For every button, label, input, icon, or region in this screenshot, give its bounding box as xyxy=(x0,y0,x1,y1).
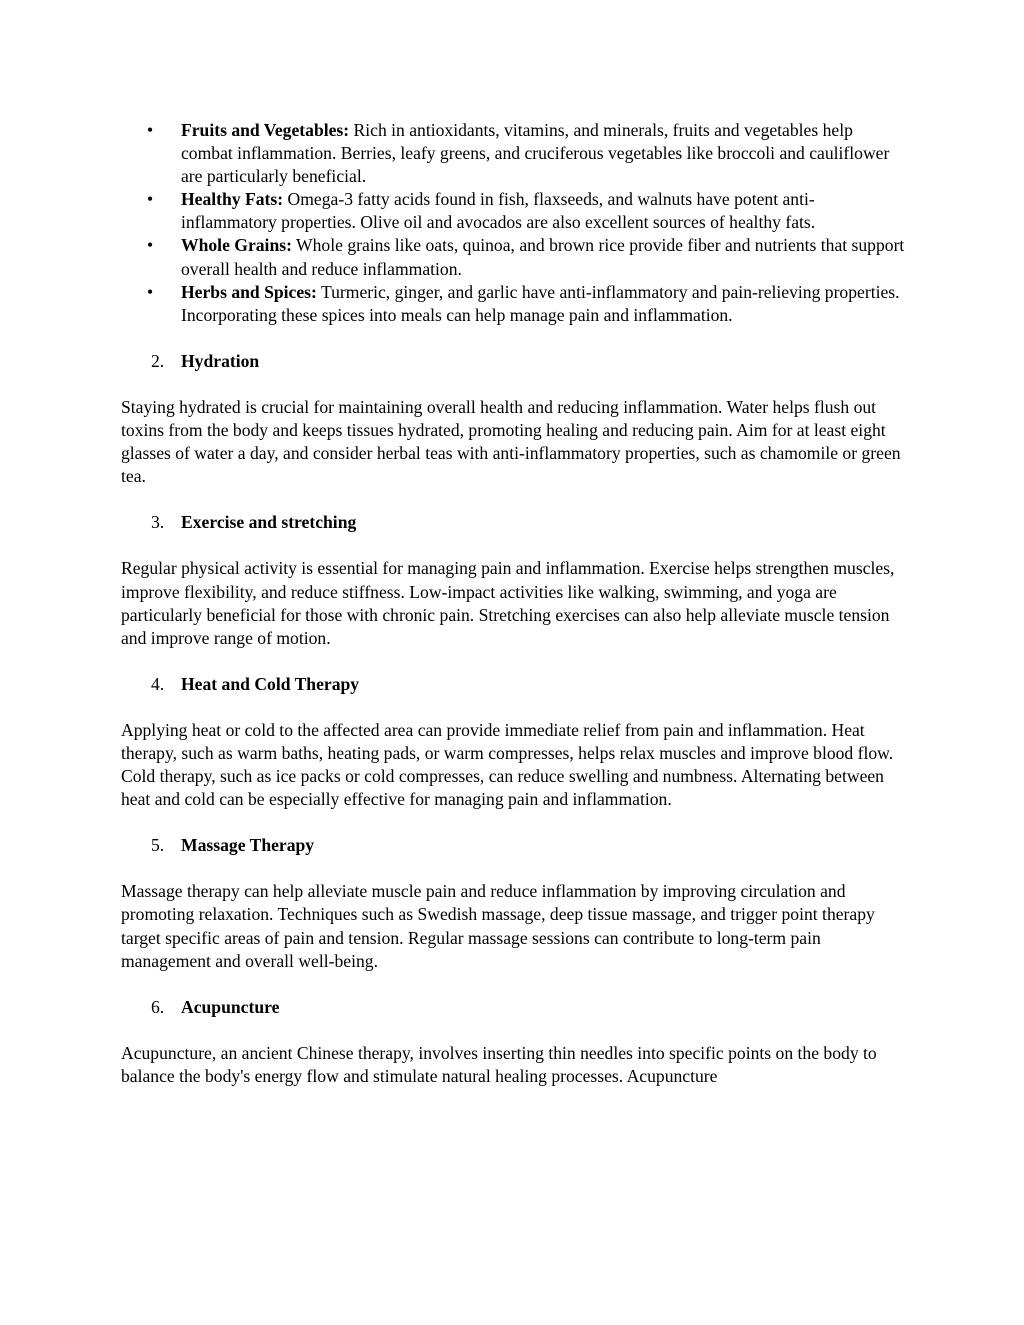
section-number: 4. xyxy=(151,673,165,694)
bullet-text: Omega-3 fatty acids found in fish, flaxseeds, and walnuts have potent anti-inflammatory properties. Olive oil and avocados are also excellent sources of healthy fats. xyxy=(181,189,816,233)
bullet-label: Whole Grains: xyxy=(181,235,292,256)
section-number: 6. xyxy=(151,996,165,1017)
food-bullet-list xyxy=(121,119,907,327)
section-heading-text: Hydration xyxy=(181,350,260,371)
section-body-exercise: Regular physical activity is essential for managing pain and inflammation. Exercise helps strengthen muscles, improve flexibility, and reduce stiffness. Low-impact activities like walking, swimming, and yoga are particularly beneficial for those with chronic pain. Stretching exercises can also help alleviate muscle tension and improve range of motion. xyxy=(121,558,895,648)
bullet-item-healthy-fats xyxy=(121,188,907,234)
bullet-label: Healthy Fats: xyxy=(181,189,284,210)
bullet-text: Rich in antioxidants, vitamins, and minerals, fruits and vegetables help combat inflammation. Berries, leafy greens, and cruciferous vegetables like broccoli and cauliflower are particularly beneficial. xyxy=(181,120,890,187)
section-heading-text: Exercise and stretching xyxy=(181,512,357,533)
section-number: 5. xyxy=(151,835,165,856)
section-heading-massage xyxy=(121,834,907,857)
section-body-hydration: Staying hydrated is crucial for maintaining overall health and reducing inflammation. Water helps flush out toxins from the body and keeps tissues hydrated, promoting healing and reducing pain. Aim for at least eight glasses of water a day, and consider herbal teas with anti-inflammatory properties, such as chamomile or green tea. xyxy=(121,396,901,487)
section-heading-acupuncture xyxy=(121,996,907,1019)
bullet-icon: • xyxy=(147,120,154,140)
bullet-item-fruits-vegetables xyxy=(121,119,907,188)
bullet-icon: • xyxy=(147,235,154,256)
bullet-label: Fruits and Vegetables: xyxy=(181,120,350,140)
bullet-text: Whole grains like oats, quinoa, and brown rice provide fiber and nutrients that support overall health and reduce inflammation. xyxy=(181,235,905,279)
section-heading-text: Acupuncture xyxy=(181,996,280,1017)
section-heading-exercise xyxy=(121,511,907,534)
section-heading-text: Heat and Cold Therapy xyxy=(181,673,360,694)
section-heading-hydration xyxy=(121,350,907,373)
bullet-item-herbs-spices xyxy=(121,281,907,327)
section-number: 2. xyxy=(151,350,165,371)
section-heading-text: Massage Therapy xyxy=(181,835,315,856)
section-body-acupuncture: Acupuncture, an ancient Chinese therapy, involves inserting thin needles into specific points on the body to balance the body's energy flow and stimulate natural healing processes. Acupuncture xyxy=(121,1042,877,1086)
section-heading-heat-cold xyxy=(121,673,907,696)
bullet-icon: • xyxy=(147,189,154,210)
section-body-massage: Massage therapy can help alleviate muscle pain and reduce inflammation by improving circulation and promoting relaxation. Techniques such as Swedish massage, deep tissue massage, and trigger point therapy target specific areas of pain and tension. Regular massage sessions can contribute to long-term pain management and overall well-being. xyxy=(121,881,875,971)
document-page xyxy=(121,119,907,1088)
section-number: 3. xyxy=(151,512,165,533)
bullet-icon: • xyxy=(147,281,154,302)
bullet-text: Turmeric, ginger, and garlic have anti-inflammatory and pain-relieving properties. Incorporating these spices into meals can help manage pain and inflammation. xyxy=(181,281,900,325)
bullet-label: Herbs and Spices: xyxy=(181,281,317,302)
section-body-heat-cold: Applying heat or cold to the affected area can provide immediate relief from pain and inflammation. Heat therapy, such as warm baths, heating pads, or warm compresses, helps relax muscles and improve blood flow. Cold therapy, such as ice packs or cold compresses, can reduce swelling and numbness. Alternating between heat and cold can be especially effective for managing pain and inflammation. xyxy=(121,719,894,810)
bullet-item-whole-grains xyxy=(121,234,907,280)
